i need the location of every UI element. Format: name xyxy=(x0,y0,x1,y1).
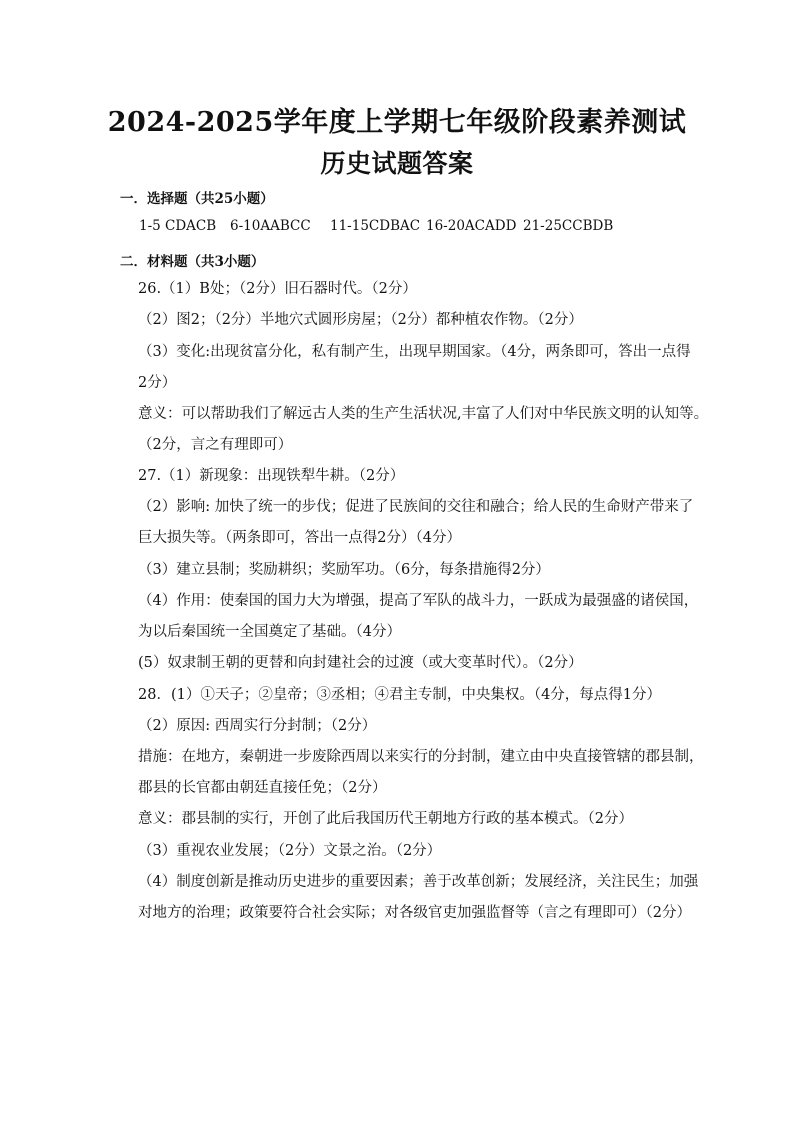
answer-line: （2）图2；（2分）半地穴式圆形房屋；（2分）都种植农作物。（2分） xyxy=(138,312,583,328)
answer-line: （4）制度创新是推动历史进步的重要因素；善于改革创新；发展经济，关注民生；加强 xyxy=(138,874,699,890)
answer-line: (5）奴隶制王朝的更替和向封建社会的过渡（或大变革时代）。（2分） xyxy=(138,655,583,671)
answer-line: （4）作用：使秦国的国力大为增强，提高了军队的战斗力，一跃成为最强盛的诸侯国， xyxy=(138,593,699,609)
answer-line: （2）原因: 西周实行分封制；（2分） xyxy=(138,718,377,734)
answer-group: 6-10AABCC xyxy=(230,218,311,234)
answer-line: （3）变化:出现贫富分化，私有制产生，出现早期国家。（4分，两条即可，答出一点得 xyxy=(138,344,691,360)
answer-line: 郡县的长官都由朝廷直接任免；（2分） xyxy=(138,780,387,796)
answer-group: 1-5 CDACB xyxy=(139,218,217,234)
page-subtitle: 历史试题答案 xyxy=(320,149,474,178)
answer-line: 意义：郡县制的实行，开创了此后我国历代王朝地方行政的基本模式。（2分） xyxy=(138,811,633,827)
answer-line: 措施：在地方，秦朝进一步废除西周以来实行的分封制，建立由中央直接管辖的郡县制， xyxy=(138,749,704,765)
answer-group: 21-25CCBDB xyxy=(523,218,614,234)
answer-line: 28．(1）①天子；②皇帝；③丞相；④君主专制，中央集权。（4分，每点得1分） xyxy=(138,687,662,703)
answer-line: 意义：可以帮助我们了解远古人类的生产生活状况,丰富了人们对中华民族文明的认知等。 xyxy=(138,406,709,422)
section-heading-multiple-choice: 一．选择题（共25小题） xyxy=(120,191,274,207)
answer-line: 27.（1）新现象：出现铁犁牛耕。（2分） xyxy=(138,468,405,484)
answer-group: 16-20ACADD xyxy=(426,218,517,234)
answer-line: （2）影响: 加快了统一的步伐；促进了民族间的交往和融合；给人民的生命财产带来了 xyxy=(138,499,694,515)
answer-line: （3）重视农业发展；（2分）文景之治。（2分） xyxy=(138,843,442,859)
answer-line: 为以后秦国统一全国奠定了基础。（4分） xyxy=(138,624,401,640)
answer-line: 2分） xyxy=(138,375,177,391)
answer-line: （3）建立县制；奖励耕织；奖励军功。（6分，每条措施得2分） xyxy=(138,562,550,578)
answer-group: 11-15CDBAC xyxy=(330,218,421,234)
answer-line: （2分，言之有理即可） xyxy=(138,437,293,453)
answer-line: 对地方的治理；政策要符合社会实际；对各级官吏加强监督等（言之有理即可）（2分） xyxy=(138,905,691,921)
section-heading-material: 二．材料题（共3小题） xyxy=(120,254,265,270)
answer-line: 26.（1）B处；（2分）旧石器时代。（2分） xyxy=(138,281,417,297)
answer-line: 巨大损失等。（两条即可，答出一点得2分）（4分） xyxy=(138,530,461,546)
page-title: 2024-2025学年度上学期七年级阶段素养测试 xyxy=(107,107,687,138)
